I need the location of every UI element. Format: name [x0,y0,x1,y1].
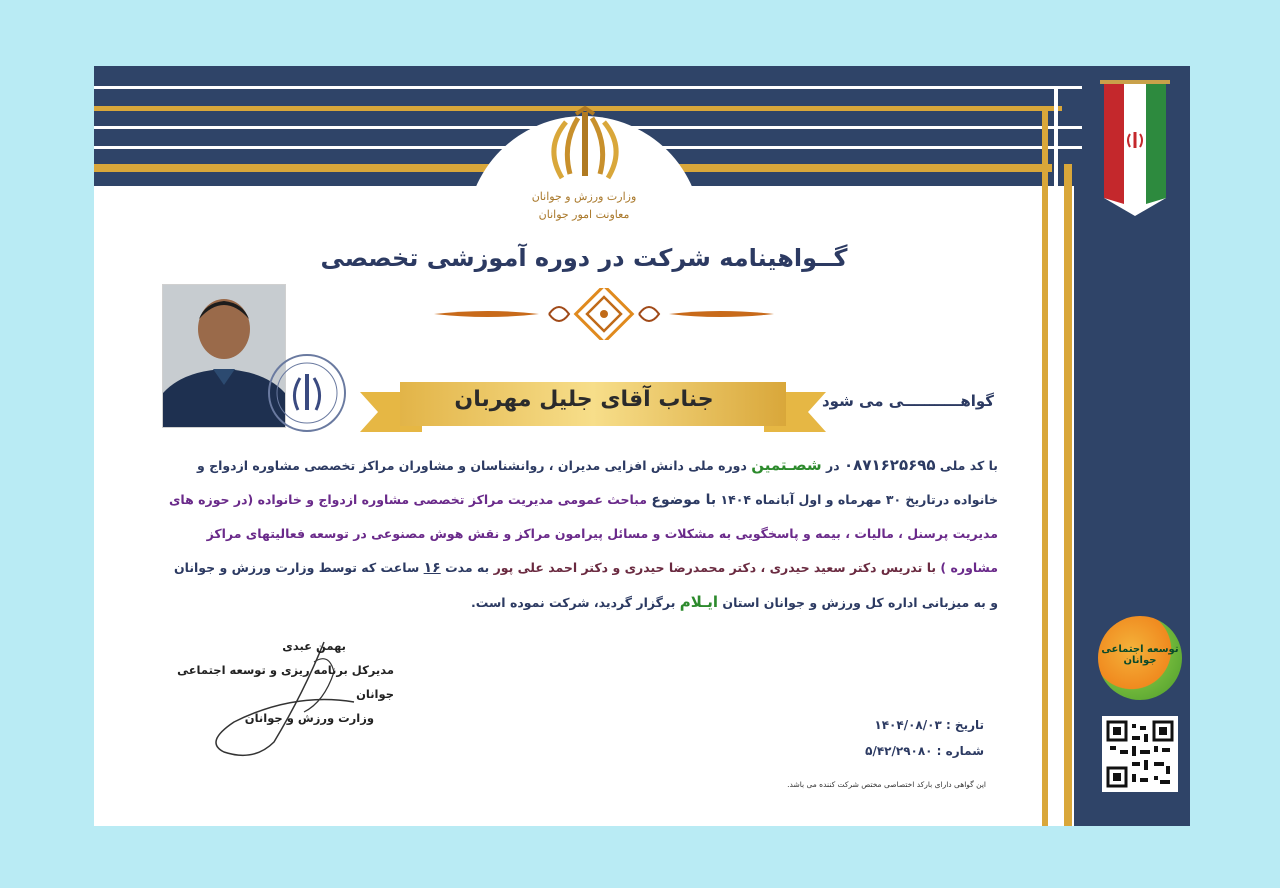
body-text: به مدت [440,560,490,575]
body-text: دوره ملی دانش افزایی مدیران ، روانشناسان و مشاوران مراکز تخصصی مشاوره ازدواج و خانواده درتاریخ ۳۰ مهرماه و اول آبانماه ۱۴۰۴ [196,458,998,507]
gold-vertical-line [1064,164,1072,826]
course-hours: ۱۶ [423,560,441,576]
date-number-block [794,712,984,764]
number-label: شماره : [932,744,984,758]
ministry-line1: وزارت ورزش و جوانان [531,190,637,203]
signer-role: مدیرکل برنامه ریزی و توسعه اجتماعی جوانان [177,663,394,701]
stripe [94,86,1082,89]
date-row [794,712,984,738]
topic-text: مباحث عمومی مدیریت مراکز تخصصی مشاوره ازدواج و خانواده [253,492,652,507]
social-development-text: توسعه اجتماعی جوانان [1101,644,1179,666]
body-text: برگزار گردید، شرکت نموده است. [471,595,680,610]
iran-emblem-icon [540,104,630,194]
barcode-note: این گواهی دارای بارکد اختصاصی مختص شرکت کننده می باشد. [787,780,986,789]
number-value: ۵/۴۲/۲۹۰۸۰ [865,744,933,758]
iran-flag-icon [1100,80,1170,220]
qr-code-icon [1102,716,1178,792]
number-row [794,738,984,764]
certificate-paper [94,66,1074,826]
ministry-line2: معاونت امور جوانان [538,208,630,221]
certificate-title: گــواهینامه شرکت در دوره آموزشی تخصصی [320,244,848,272]
course-ordinal: شصـتمین [751,456,822,474]
signature-block [154,634,394,730]
signer-org: وزارت ورزش و جوانان [244,711,374,725]
body-text: ساعت که توسط وزارت ورزش و جوانان و به میزبانی اداره کل ورزش و جوانان استان [173,560,998,610]
participant-name: جناب آقای جلیل مهربان [454,387,714,412]
gold-vertical-line [1042,106,1048,826]
instructors: با تدریس دکتر سعید حیدری ، دکتر محمدرضا حیدری و دکتر احمد علی پور [489,560,937,575]
certify-label: گواهـــــــــــی می شود [821,392,994,410]
stamp-icon [264,348,350,438]
signer-name: بهمن عبدی [282,639,346,653]
ministry-text [514,188,654,224]
white-vertical-line [1054,86,1058,826]
certificate [94,66,1190,826]
topic-detail: (در حوزه های مدیریت پرسنل ، مالیات ، بیمه و پاسخگویی به مشکلات و مسائل پیرامون مراکز و نقش هوش مصنوعی در توسعه فعالیتهای مراکز مشاوره ) [168,492,998,575]
topic-label: با موضوع [651,492,717,508]
body-text: در [821,458,845,473]
certificate-body [164,448,998,620]
national-code: ۰۸۷۱۶۲۵۶۹۵ [844,456,936,474]
body-text: با کد ملی [935,458,998,473]
date-label: تاریخ : [941,718,984,732]
date-value: ۱۴۰۴/۰۸/۰۳ [874,718,942,732]
province: ایـلام [679,593,719,611]
ornament-icon [429,288,779,340]
